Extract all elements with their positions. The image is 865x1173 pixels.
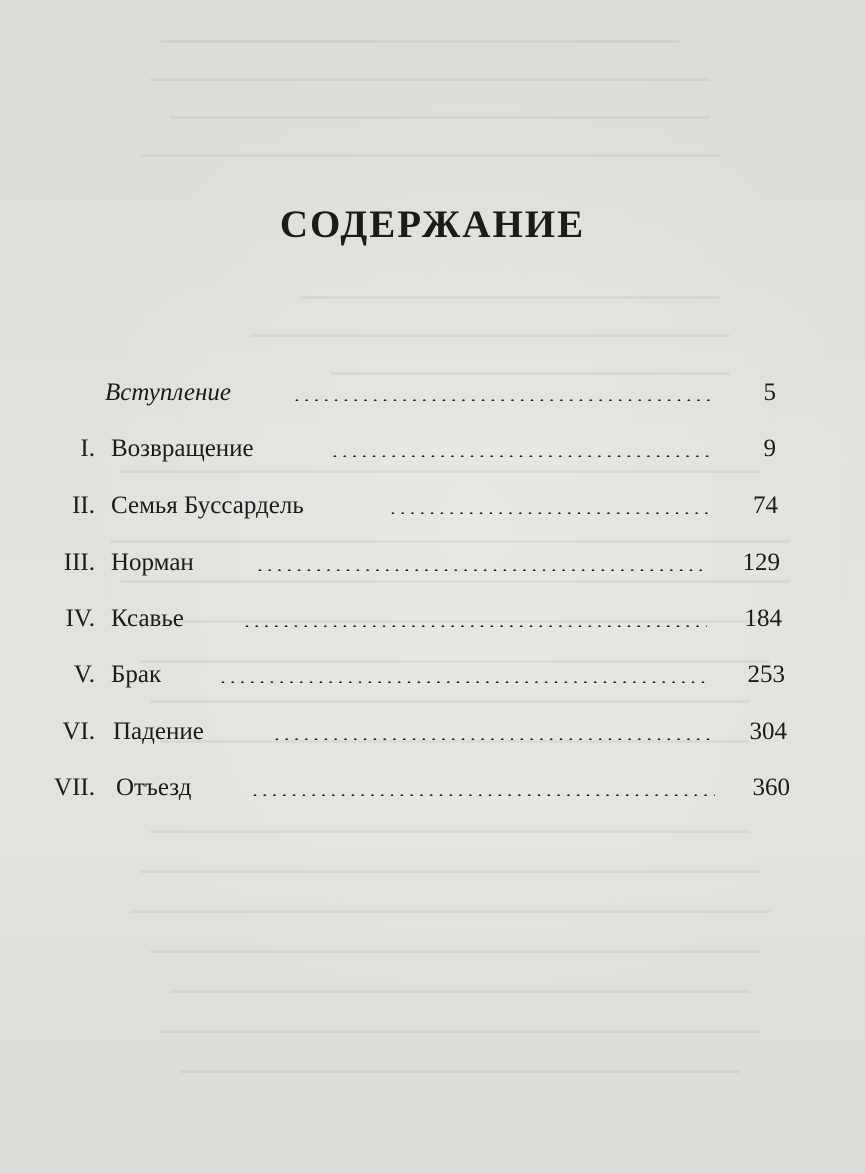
dot-leader xyxy=(388,512,712,514)
toc-entry-introduction xyxy=(0,375,865,411)
dot-leader xyxy=(272,738,710,740)
dot-leader xyxy=(292,399,712,401)
toc-entry-page: 304 xyxy=(749,718,787,745)
toc-entry-page: 9 xyxy=(763,435,776,462)
dot-leader xyxy=(218,681,708,683)
toc-entry-page: 253 xyxy=(747,661,785,688)
toc-entry-chapter-1 xyxy=(0,431,865,467)
toc-entry-title: Вступление xyxy=(105,379,232,406)
toc-entry-page: 184 xyxy=(744,605,782,632)
chapter-number: V. xyxy=(73,661,95,688)
toc-entry-page: 360 xyxy=(752,774,790,801)
toc-entry-chapter-3 xyxy=(0,545,865,581)
toc-entry-chapter-7 xyxy=(0,770,865,806)
toc-entry-title: Ксавье xyxy=(111,605,184,632)
toc-entry-chapter-2 xyxy=(0,488,865,524)
dot-leader xyxy=(250,794,715,796)
toc-entry-title: Отъезд xyxy=(116,774,192,801)
chapter-number: III. xyxy=(63,549,95,576)
toc-entry-title: Брак xyxy=(111,661,162,688)
chapter-number: VI. xyxy=(62,718,95,745)
chapter-number: IV. xyxy=(65,605,95,632)
toc-entry-title: Семья Буссардель xyxy=(111,492,304,519)
toc-entry-page: 74 xyxy=(753,492,778,519)
chapter-number: I. xyxy=(80,435,95,462)
toc-entry-page: 5 xyxy=(763,379,776,406)
toc-heading: СОДЕРЖАНИЕ xyxy=(279,203,586,246)
chapter-number: II. xyxy=(72,492,95,519)
dot-leader xyxy=(242,625,707,627)
toc-entry-chapter-5 xyxy=(0,657,865,693)
toc-entry-title: Падение xyxy=(113,718,204,745)
toc-entry-title: Возвращение xyxy=(111,435,254,462)
toc-entry-chapter-6 xyxy=(0,714,865,750)
toc-entry-title: Норман xyxy=(111,549,194,576)
dot-leader xyxy=(255,569,707,571)
toc-entry-page: 129 xyxy=(742,549,780,576)
dot-leader xyxy=(330,455,712,457)
chapter-number: VII. xyxy=(54,774,95,801)
toc-entry-chapter-4 xyxy=(0,601,865,637)
